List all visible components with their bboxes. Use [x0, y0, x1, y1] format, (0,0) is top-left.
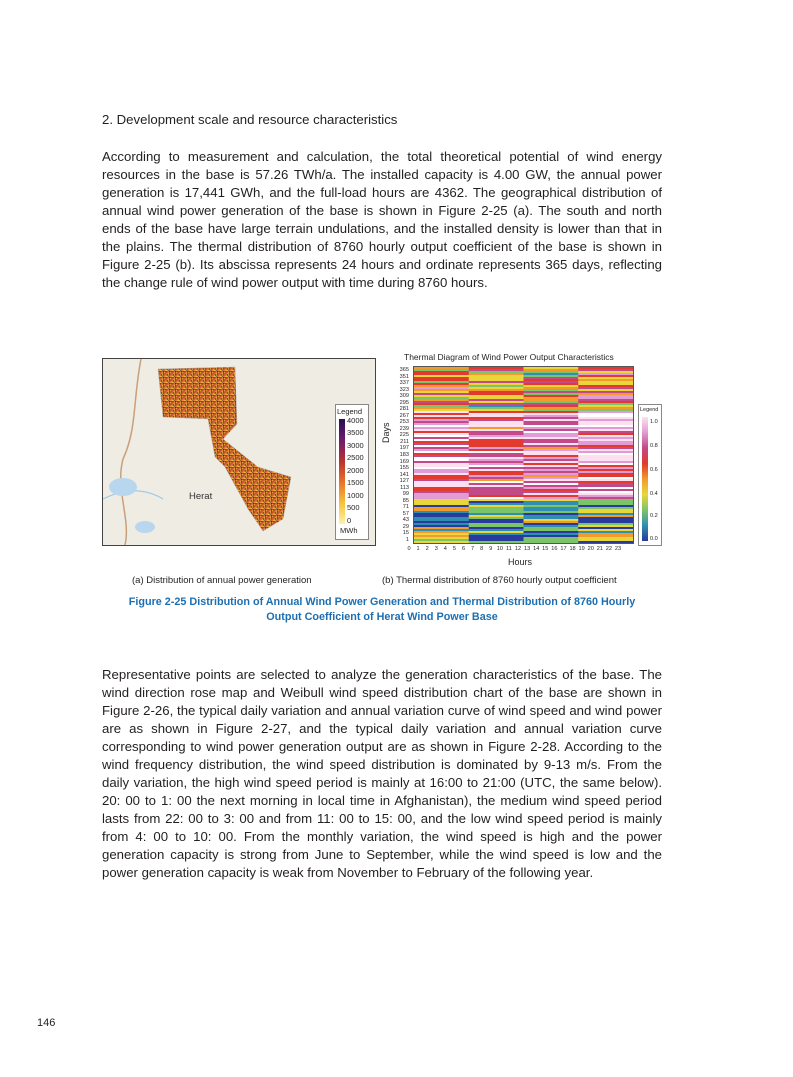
map-legend-unit: MWh [340, 526, 358, 535]
heatmap-y-tick: 155 [399, 465, 409, 472]
heatmap-x-tick: 8 [480, 546, 484, 552]
heatmap-legend [638, 404, 662, 546]
heatmap-y-tick: 197 [399, 445, 409, 452]
heatmap-y-tick: 239 [399, 425, 409, 432]
map-legend-value: 2000 [347, 466, 364, 475]
heatmap-y-axis-label: Days [381, 422, 391, 443]
heatmap-legend-value: 0.4 [650, 491, 658, 497]
lake-shape [135, 521, 155, 533]
heatmap-cell [524, 541, 579, 543]
figure-caption-line-2: Output Coefficient of Herat Wind Power Base [266, 611, 498, 623]
heatmap-x-tick: 6 [461, 546, 466, 552]
heatmap-y-tick: 43 [402, 517, 409, 524]
place-label-herat: Herat [189, 491, 213, 502]
heatmap-y-tick: 211 [400, 438, 409, 445]
heatmap-y-tick: 295 [399, 399, 409, 406]
subcaption-b: (b) Thermal distribution of 8760 hourly output coefficient [382, 575, 617, 586]
road-line [121, 359, 141, 545]
heatmap-cell [469, 541, 524, 543]
map-legend-value: 3500 [347, 428, 364, 437]
heatmap-y-tick: 169 [399, 458, 409, 465]
heatmap-x-tick: 3 [434, 546, 438, 552]
heatmap-x-tick: 23 [614, 546, 622, 552]
map-legend-title: Legend [337, 407, 363, 416]
figure-caption [102, 595, 662, 625]
heatmap-x-tick: 20 [587, 546, 594, 552]
heatmap-cell [414, 541, 469, 543]
heatmap-x-tick: 18 [569, 546, 576, 552]
heatmap-y-tick: 225 [399, 432, 409, 439]
heatmap-x-tick: 19 [578, 546, 585, 552]
heatmap-legend-color-bar [642, 417, 648, 541]
heatmap-y-tick: 1 [405, 537, 409, 543]
heatmap-x-tick: 4 [443, 546, 447, 552]
map-legend-value: 1000 [347, 491, 364, 500]
lake-shape [109, 478, 137, 496]
heatmap-y-tick: 337 [399, 380, 409, 387]
heatmap-x-tick: 16 [551, 546, 558, 552]
heatmap-x-tick: 21 [596, 546, 603, 552]
map-legend-value: 3000 [347, 441, 364, 450]
heatmap-y-tick: 323 [399, 386, 409, 393]
paragraph-2: Representative points are selected to analyze the generation characteristics of the base. The wind direction rose map and Weibull wind speed distribution chart of the base are shown in Figure 2-26, the typical daily variation and annual variation curve of wind speed and wind power are as shown in Figure 2-27, and the typical daily variation and annual variation curve corresponding to wind power generation output are as shown in Figure 2-28. According to the wind frequency distribution, the wind speed distribution is dominated by 9-13 m/s. From the daily variation, the high wind speed period is mainly at 16:00 to 21:00 (UTC, the same below). 20: 00 to 1: 00 the next morning in local time in Afghanistan), the medium wind speed period lasts from 22: 00 to 3: 00 and from 11: 00 to 15: 00, and the low wind speed period is mainly from 4: 00 to 10: 00. From the monthly variation, the wind speed is high and the power generation capacity is strong from June to September, while the wind speed is low and the power generation capacity is weak from November to February of the following year. [102, 667, 662, 880]
subcaption-a: (a) Distribution of annual power generation [132, 575, 312, 586]
heatmap-legend-value: 0.8 [650, 443, 658, 449]
heatmap-y-tick: 29 [402, 523, 409, 530]
heatmap-x-tick: 14 [533, 546, 540, 552]
heatmap-y-tick: 351 [399, 373, 409, 380]
heatmap-cell [578, 541, 633, 543]
heatmap-x-tick: 7 [471, 546, 475, 552]
map-legend-color-bar [339, 419, 345, 524]
page-number: 146 [37, 1017, 56, 1029]
map-legend-value: 500 [347, 503, 360, 512]
heatmap-x-tick: 17 [560, 546, 567, 552]
heatmap-y-tick: 267 [399, 412, 409, 419]
paragraph-1: According to measurement and calculation, the total theoretical potential of wind energy resources in the base is 57.26 TWh/a. The installed capacity is 4.00 GW, the annual power generation is 17,441 GWh, and the full-load hours are 4362. The geographical distribution of annual wind power generation of the base is shown in Figure 2-25 (a). The south and north ends of the base have large terrain undulations, and the installed density is lower than that in the plains. The thermal distribution of 8760 hourly output coefficient of the base is shown in Figure 2-25 (b). Its abscissa represents 24 hours and ordinate represents 365 days, reflecting the change rule of wind power output with time during 8760 hours. [102, 149, 662, 290]
heatmap-plot-area [413, 366, 634, 544]
heatmap-y-tick: 85 [402, 497, 409, 504]
figure-a-map [102, 358, 376, 546]
map-legend-value: 1500 [347, 478, 364, 487]
heatmap-y-tick: 183 [399, 452, 409, 458]
section-heading: 2. Development scale and resource characteristics [102, 112, 398, 127]
heatmap-x-tick: 9 [489, 546, 493, 552]
heatmap-x-tick: 0 [407, 546, 411, 552]
heatmap-x-axis-label: Hours [508, 557, 533, 567]
heatmap-y-tick: 141 [399, 471, 409, 478]
map-legend-value: 0 [347, 516, 352, 525]
heatmap-y-tick: 57 [402, 510, 409, 517]
heatmap-y-tick: 113 [400, 484, 409, 491]
heatmap-x-tick: 15 [542, 546, 549, 552]
heatmap-x-tick: 12 [514, 546, 522, 552]
heatmap-x-tick: 11 [506, 546, 512, 552]
heatmap-x-tick: 10 [496, 546, 503, 552]
figure-caption-line-1: Figure 2-25 Distribution of Annual Wind Power Generation and Thermal Distribution of 8760 Hourly [128, 596, 636, 608]
map-legend-value: 2500 [347, 453, 364, 462]
heatmap-x-tick: 22 [605, 546, 613, 552]
heatmap-title: Thermal Diagram of Wind Power Output Characteristics [404, 352, 614, 362]
heatmap-y-tick: 15 [402, 530, 409, 537]
heatmap-stripes [414, 367, 633, 543]
heatmap-legend-value: 0.6 [650, 467, 658, 473]
heatmap-y-tick: 99 [402, 491, 409, 498]
heatmap-x-tick: 1 [416, 546, 420, 552]
heatmap-legend-value: 0.0 [650, 536, 658, 542]
wind-base-area [158, 367, 291, 531]
heatmap-y-tick: 309 [399, 393, 409, 400]
heatmap-y-tick: 253 [399, 419, 409, 426]
heatmap-x-tick: 5 [452, 546, 456, 552]
heatmap-x-tick: 2 [425, 546, 429, 552]
heatmap-y-tick: 71 [402, 504, 409, 511]
map-legend-value: 4000 [347, 416, 364, 425]
heatmap-x-tick: 13 [524, 546, 531, 552]
heatmap-y-tick: 127 [399, 478, 409, 485]
heatmap-legend-value: 1.0 [650, 419, 658, 425]
heatmap-y-tick: 365 [399, 367, 409, 373]
heatmap-legend-title: Legend [640, 407, 659, 413]
heatmap-y-tick: 281 [399, 406, 409, 413]
heatmap-legend-value: 0.2 [650, 513, 658, 519]
map-legend [335, 404, 369, 540]
